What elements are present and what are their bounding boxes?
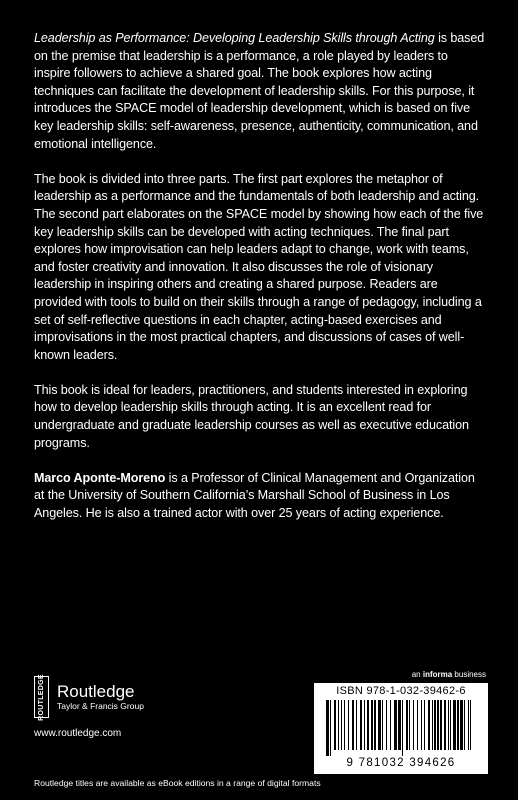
barcode-bar [348, 700, 349, 750]
barcode-bar [352, 700, 354, 750]
back-cover-blurb [34, 30, 486, 540]
barcode-bar [421, 700, 422, 750]
barcode-bar [448, 700, 449, 750]
publisher-name: Routledge [57, 682, 135, 701]
barcode-bar [409, 700, 410, 750]
barcode-bar [390, 700, 391, 750]
publisher-name-block [57, 682, 144, 712]
barcode-bar [464, 700, 465, 750]
barcode-bar [468, 700, 469, 750]
routledge-logo-icon [34, 673, 49, 721]
publisher-group: Taylor & Francis Group [57, 701, 144, 711]
description-paragraph-3: This book is ideal for leaders, practitioners, and students interested in exploring how to develop leadership skills through acting. It is an excellent read for undergraduate and graduate leadership courses as well as executive education programs. [34, 382, 469, 450]
barcode-bar [424, 700, 425, 750]
barcode-bar [437, 700, 439, 750]
barcode-bars [324, 700, 478, 756]
barcode-bar [367, 700, 369, 750]
barcode-bar [344, 700, 345, 750]
barcode-bar [444, 700, 446, 750]
barcode-bar [371, 700, 373, 750]
barcode-bar [453, 700, 456, 750]
barcode-digits: 9 781032 394626 [346, 757, 456, 769]
barcode-bar [402, 700, 403, 756]
barcode-bar [457, 700, 459, 750]
barcode-bar [382, 700, 383, 750]
isbn-barcode [314, 683, 488, 774]
barcode-bar [360, 700, 362, 750]
ebook-availability-note: Routledge titles are available as eBook editions in a range of digital formats [34, 778, 321, 788]
barcode-bar [356, 700, 357, 750]
barcode-bar [428, 700, 430, 750]
barcode-bar [470, 700, 471, 750]
publisher-block [34, 673, 234, 739]
barcode-bar [394, 700, 397, 750]
informa-business-label [412, 670, 486, 679]
barcode-bar [338, 700, 339, 750]
author-name: Marco Aponte-Moreno [34, 470, 166, 485]
barcode-bar [413, 700, 414, 750]
barcode-bar [417, 700, 418, 750]
barcode-bar [434, 700, 436, 750]
informa-suffix: business [452, 670, 486, 679]
description-paragraph-1-text: is based on the premise that leadership is a performance, a role played by leaders to inspire followers to achieve a shared goal. The book explores how acting techniques can facilitate the development of leadership skills. For this purpose, it introduces the SPACE model of leadership development, which is based on five key leadership skills: self-awareness, presence, authenticity, communication, and emotional intelligence. [34, 31, 485, 151]
description-paragraph-1 [34, 30, 486, 153]
barcode-bar [398, 700, 401, 750]
author-bio-text: is a Professor of Clinical Management and Organization at the University of Southern California’s Marshall School of Business in Los Angeles. He is also a trained actor with over 25 years of acting experience. [34, 470, 475, 521]
description-paragraph-2: The book is divided into three parts. The first part explores the metaphor of leadership as a performance and the fundamentals of both leadership and acting. The second part elaborates on the SPACE model by showing how each of the five key leadership skills can be developed with acting techniques. The final part explores how improvisation can help leaders adapt to change, work with teams, and foster creativity and innovation. It also discusses the role of visionary leadership in inspiring others and creating a shared purpose. Readers are provided with tools to build on their skills through a range of pedagogy, including a set of self-reflective questions in each chapter, acting-based exercises and improvisations in the most practical chapters, and discussions of cases of well-known leaders. [34, 171, 484, 362]
barcode-bar [364, 700, 365, 750]
isbn-label: ISBN 978-1-032-39462-6 [336, 685, 466, 697]
publisher-website: www.routledge.com [34, 728, 122, 739]
barcode-bar [330, 700, 331, 756]
book-title-italic: Leadership as Performance: Developing Leadership Skills through Acting [34, 31, 435, 45]
barcode-bar [326, 700, 329, 756]
barcode-bar [432, 700, 433, 750]
informa-brand: informa [422, 670, 453, 679]
barcode-bar [378, 700, 381, 750]
barcode-bar [341, 700, 342, 750]
barcode-bar [406, 700, 408, 750]
author-bio [34, 470, 486, 523]
informa-prefix: an [411, 670, 423, 679]
barcode-bar [460, 700, 463, 750]
routledge-logo [34, 673, 234, 721]
barcode-bar [334, 700, 336, 750]
barcode-bar [374, 700, 376, 750]
barcode-bar [450, 700, 451, 750]
routledge-logo-mark-text: ROUTLEDGE [38, 673, 45, 721]
barcode-bar [386, 700, 387, 750]
barcode-bar [440, 700, 442, 750]
